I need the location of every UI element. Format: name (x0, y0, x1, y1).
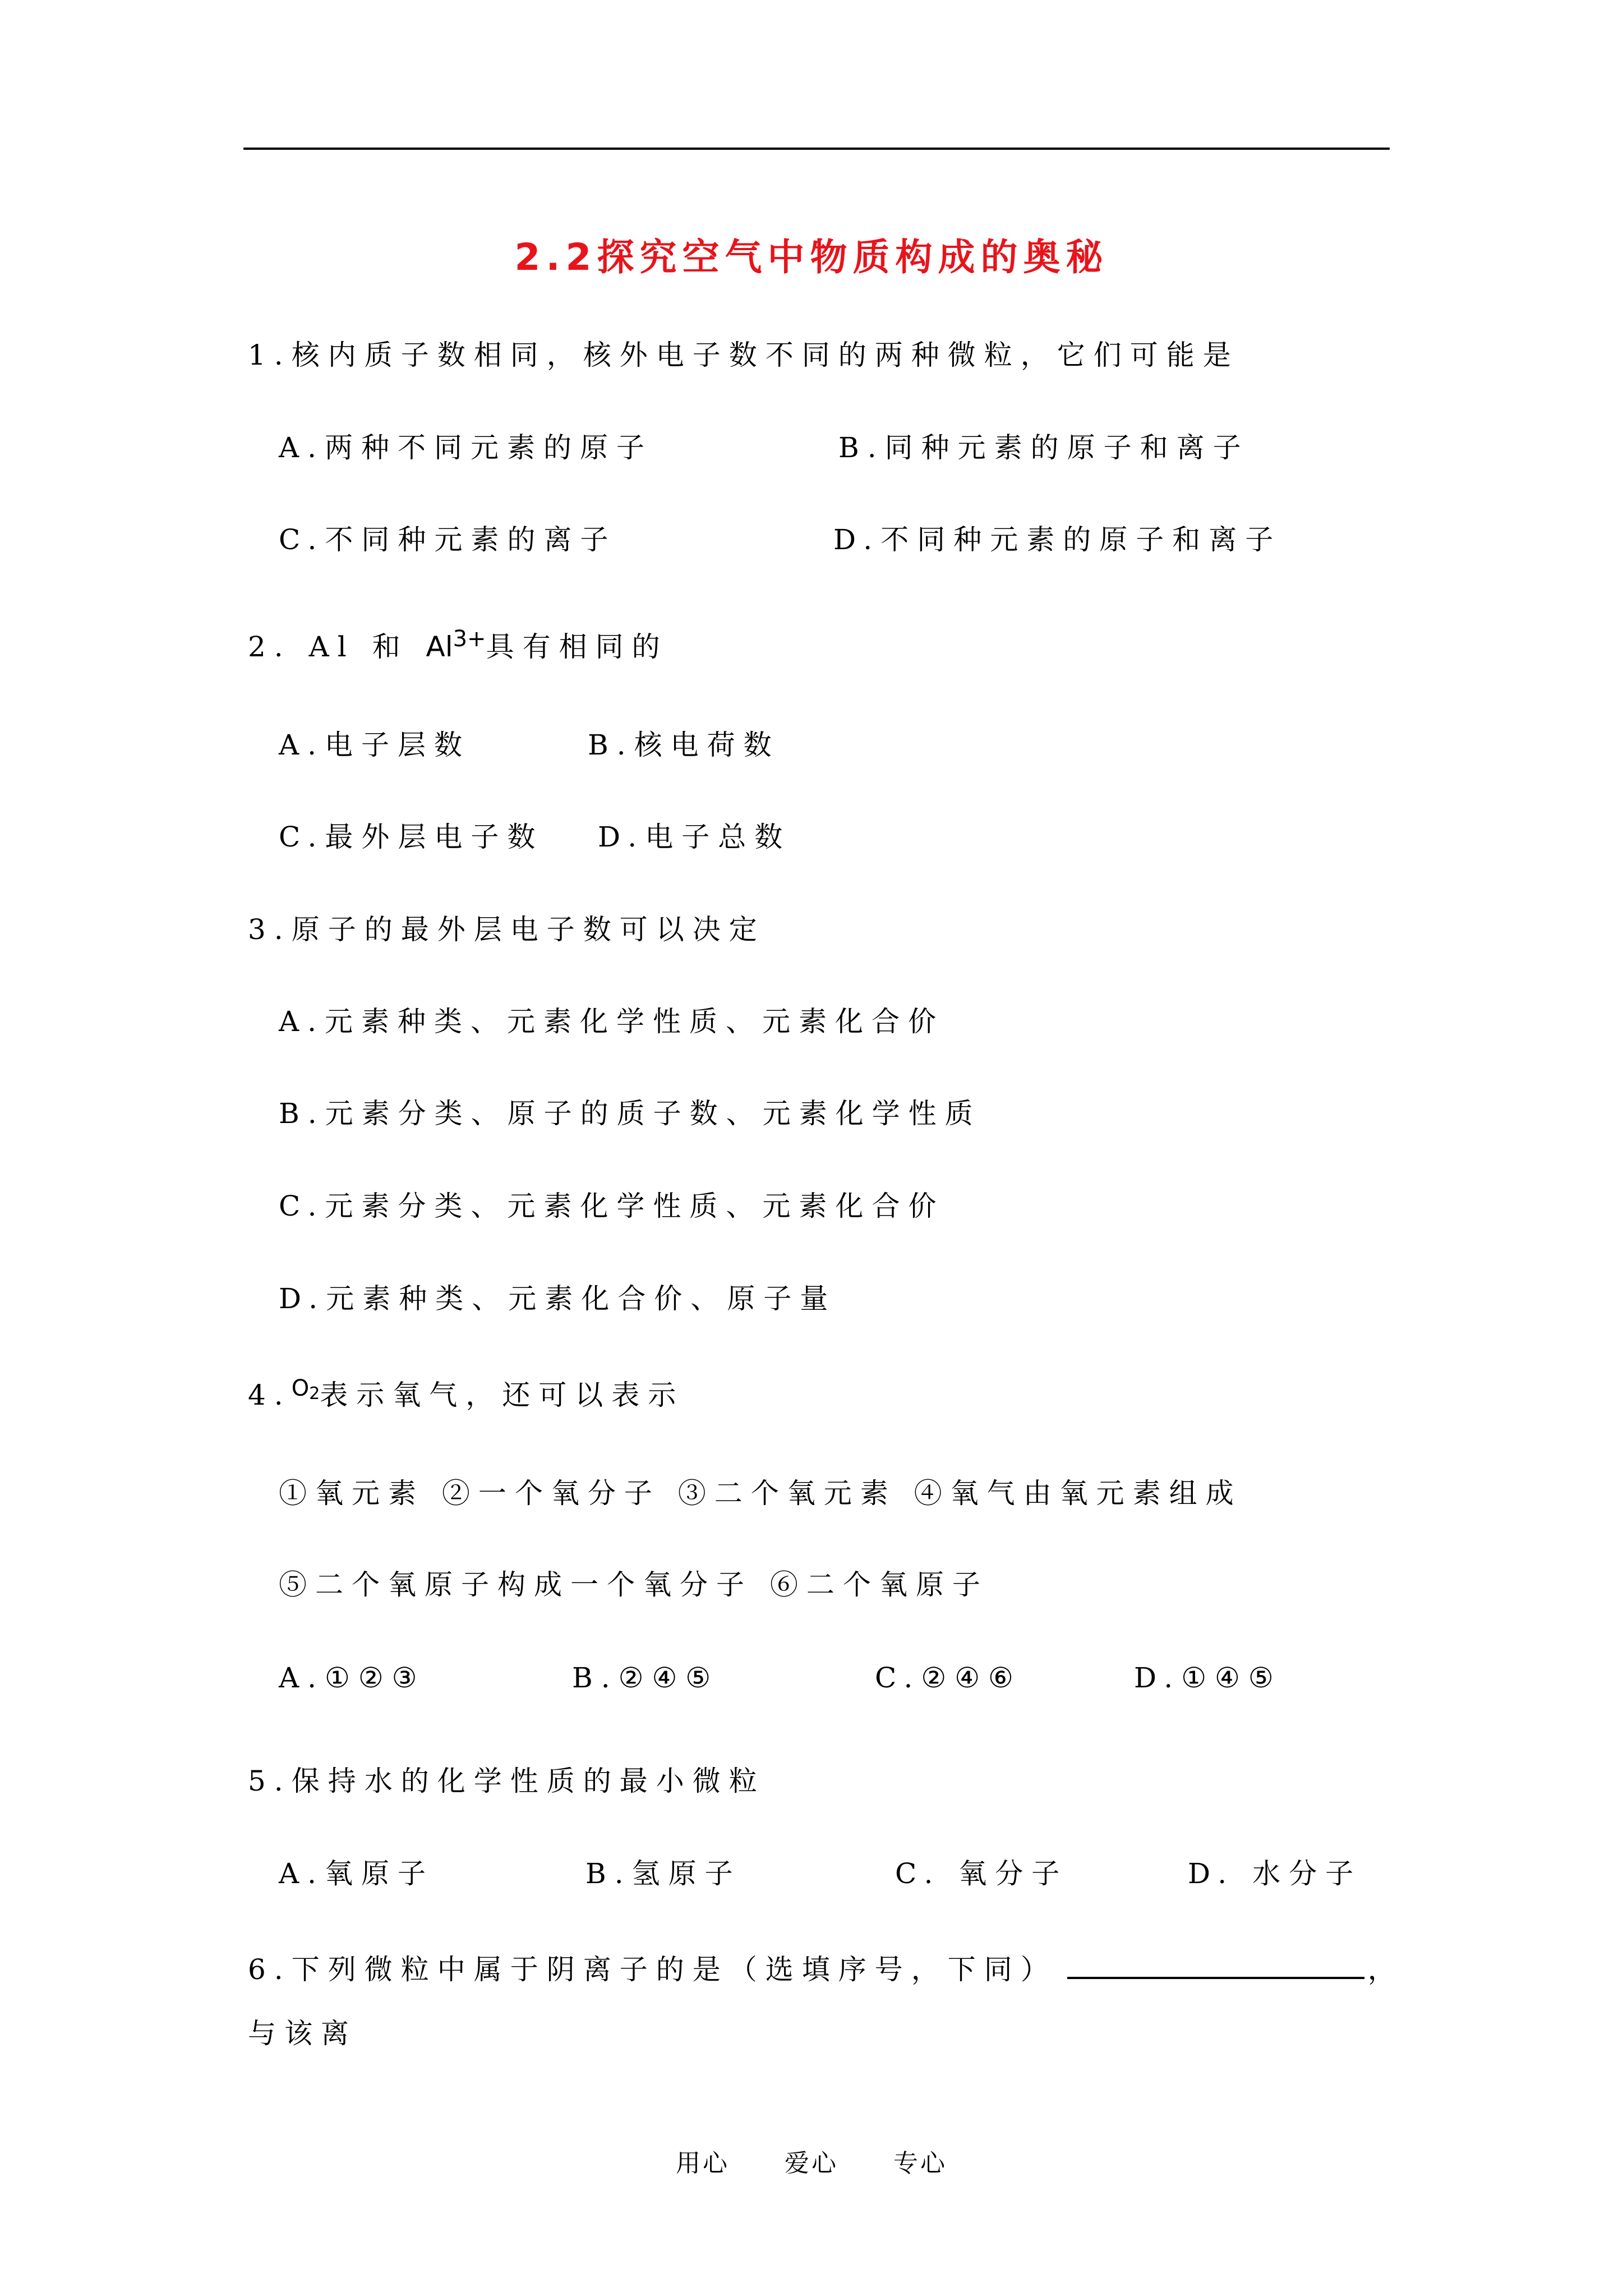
question-2-option-b: B.核电荷数 (588, 729, 780, 761)
question-4-stem (248, 1375, 685, 1411)
question-4-statements-line-1: ①氧元素 ②一个氧分子 ③二个氧元素 ④氧气由氧元素组成 (279, 1477, 1242, 1510)
question-3-stem: 3.原子的最外层电子数可以决定 (248, 913, 766, 946)
oxygen-formula (291, 1375, 320, 1411)
question-6-stem-text: 6.下列微粒中属于阴离子的是（选填序号，下同） (248, 1953, 1057, 1986)
oxygen-symbol: O (291, 1375, 310, 1401)
answer-blank[interactable] (1067, 1953, 1364, 1979)
question-3-option-a: A.元素种类、元素化学性质、元素化合价 (279, 1005, 945, 1038)
question-5-option-c: C. 氧分子 (895, 1857, 1068, 1890)
question-3-option-d: D.元素种类、元素化合价、原子量 (279, 1282, 837, 1315)
question-5-stem: 5.保持水的化学性质的最小微粒 (248, 1765, 766, 1797)
question-4-statements-line-2: ⑤二个氧原子构成一个氧分子 ⑥二个氧原子 (279, 1568, 989, 1601)
question-1-option-c: C.不同种元素的离子 (279, 523, 617, 556)
footer-word-2: 爱心 (785, 2149, 838, 2178)
question-2-stem (248, 626, 668, 663)
page-title: 2.2探究空气中物质构成的奥秘 (514, 236, 1109, 279)
question-2-option-a: A.电子层数 (279, 729, 471, 761)
footer-word-3: 专心 (893, 2149, 947, 2178)
question-6-comma: ， (1367, 1953, 1404, 1986)
question-1-option-d: D.不同种元素的原子和离子 (833, 523, 1282, 556)
question-2-stem-prefix: 2. Al 和 (248, 631, 426, 663)
question-5-option-a: A.氧原子 (279, 1857, 435, 1890)
question-6-stem (248, 1953, 1404, 1984)
question-3-option-c: C.元素分类、元素化学性质、元素化合价 (279, 1190, 945, 1222)
question-2-option-c: C.最外层电子数 (279, 821, 544, 853)
question-1-option-a: A.两种不同元素的原子 (279, 431, 653, 464)
question-2-option-d: D.电子总数 (598, 821, 791, 853)
question-4-option-a: A.①②③ (279, 1662, 426, 1694)
question-4-option-c: C.②④⑥ (875, 1662, 1022, 1694)
question-4-option-b: B.②④⑤ (572, 1662, 720, 1694)
question-1-stem: 1.核内质子数相同，核外电子数不同的两种微粒，它们可能是 (248, 339, 1239, 371)
oxygen-subscript: 2 (309, 1384, 320, 1404)
aluminium-ion-charge: 3+ (453, 626, 486, 652)
question-3-option-b: B.元素分类、原子的质子数、元素化学性质 (279, 1097, 981, 1130)
footer-word-1: 用心 (676, 2149, 730, 2178)
question-4-stem-suffix: 表示氧气，还可以表示 (320, 1379, 685, 1411)
question-4-stem-prefix: 4. (248, 1379, 292, 1411)
aluminium-ion-symbol: Al (426, 631, 453, 663)
question-6-continuation: 与该离 (248, 2017, 357, 2050)
question-1-option-b: B.同种元素的原子和离子 (838, 431, 1249, 464)
aluminium-ion-formula (426, 626, 486, 663)
question-5-option-d: D. 水分子 (1188, 1857, 1362, 1890)
question-2-stem-suffix: 具有相同的 (486, 631, 668, 663)
page-footer (0, 2143, 1623, 2179)
question-5-option-b: B.氢原子 (585, 1857, 741, 1890)
header-rule (243, 148, 1390, 150)
question-4-option-d: D.①④⑤ (1134, 1662, 1282, 1694)
